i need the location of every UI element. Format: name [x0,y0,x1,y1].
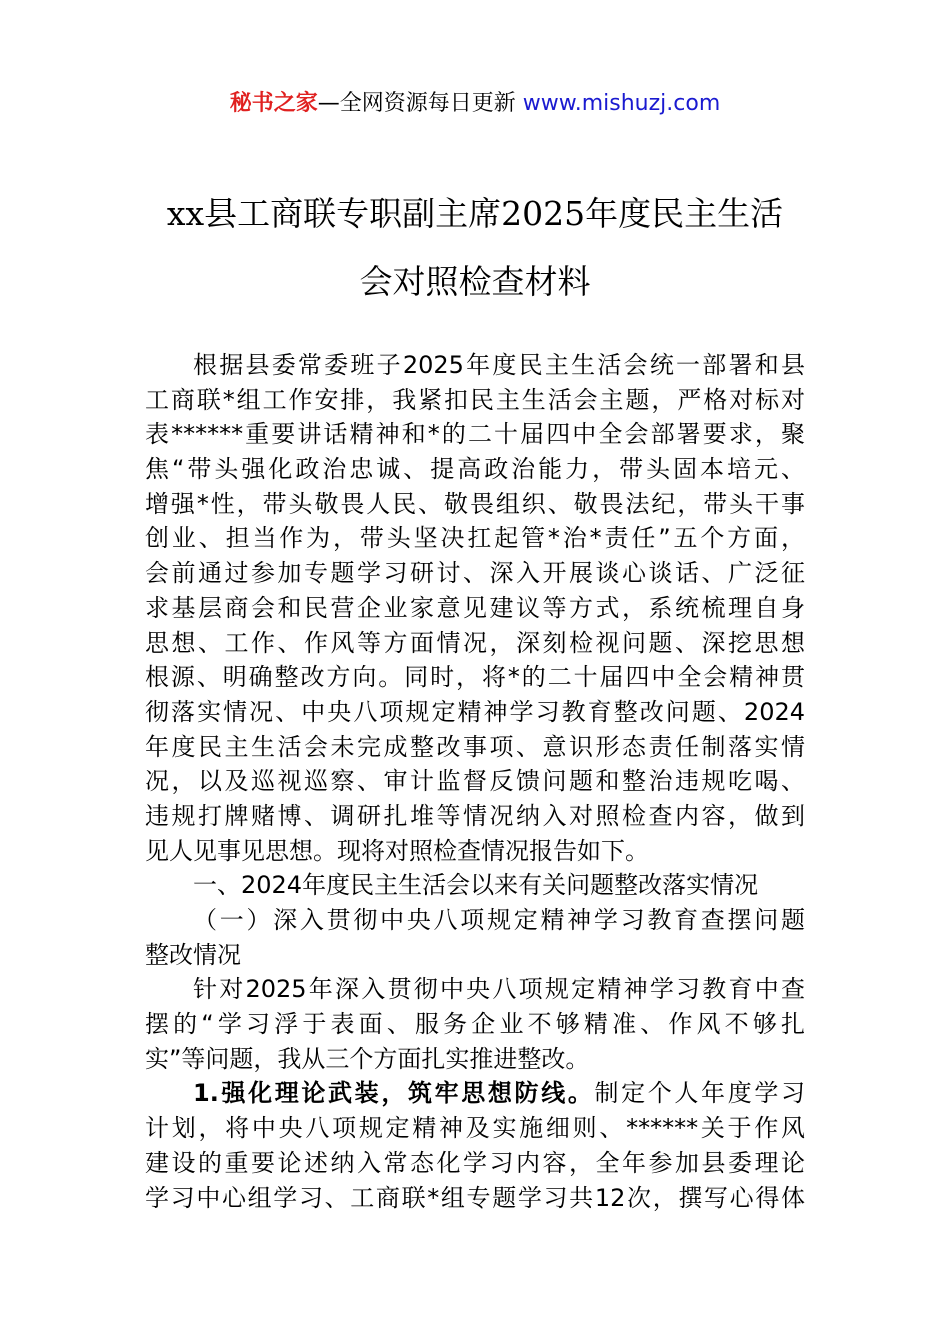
text-line [145,1146,805,1181]
text-line [145,348,805,383]
line-text: 创业、担当作为，带头坚决扛起管*治*责任”五个方面， [145,524,805,553]
bold-heading: 1.强化理论武装，筑牢思想防线。 [193,1079,595,1108]
line-text: 建设的重要论述纳入常态化学习内容，全年参加县委理论 [145,1148,805,1177]
text-line [145,521,805,556]
site-url-link[interactable]: www.mishuzj.com [522,91,721,116]
line-text: 况，以及巡视巡察、审计监督反馈问题和整治违规吃喝、 [145,767,805,796]
text-line [145,417,805,452]
line-text: 表******重要讲话精神和*的二十届四中全会部署要求，聚 [145,420,805,449]
line-text: 实”等问题，我从三个方面扎实推进整改。 [145,1044,590,1073]
line-text: 见人见事见思想。现将对照检查情况报告如下。 [145,836,649,865]
text-line [145,764,805,799]
line-text: 工商联*组工作安排，我紧扣民主生活会主题，严格对标对 [145,385,805,414]
text-line [145,972,805,1007]
text-line [145,1042,805,1077]
line-text: 会前通过参加专题学习研讨、深入开展谈心谈话、广泛征 [145,559,805,588]
line-text: 思想、工作、作风等方面情况，深刻检视问题、深挖思想 [145,628,805,657]
line-text: 违规打牌赌博、调研扎堆等情况纳入对照检查内容，做到 [145,801,805,830]
text-line [145,1111,805,1146]
text-line [145,799,805,834]
text-line [145,903,805,938]
brand-name: 秘书之家 [229,91,318,116]
text-line [145,626,805,661]
document-title-line1: xx县工商联专职副主席2025年度民主生活 [166,194,784,233]
text-line [145,1181,805,1216]
line-text: 整改情况 [145,940,241,969]
line-text: 年度民主生活会未完成整改事项、意识形态责任制落实情 [145,732,805,761]
line-text: 求基层商会和民营企业家意见建议等方式，系统梳理自身 [145,593,805,622]
text-line [145,938,805,973]
text-line [145,591,805,626]
text-line [145,556,805,591]
line-text: 制定个人年度学习 [594,1079,805,1108]
text-line [145,868,805,903]
line-text: 一、2024年度民主生活会以来有关问题整改落实情况 [193,871,759,900]
text-line [145,487,805,522]
text-line [145,660,805,695]
line-text: （一）深入贯彻中央八项规定精神学习教育查摆问题 [193,906,805,934]
line-text: 根源、明确整改方向。同时，将*的二十届四中全会精神贯 [145,663,805,692]
line-text: 彻落实情况、中央八项规定精神学习教育整改问题、2024 [145,697,805,726]
text-line [145,383,805,418]
slogan: —全网资源每日更新 [317,91,523,116]
text-line [145,452,805,487]
text-line [145,1076,805,1111]
line-text: 学习中心组学习、工商联*组专题学习共12次，撰写心得体 [145,1183,805,1212]
line-text: 针对2025年深入贯彻中央八项规定精神学习教育中查 [193,975,805,1004]
document-body [145,348,805,1215]
line-text: 计划，将中央八项规定精神及实施细则、******关于作风 [145,1114,805,1143]
text-line [145,730,805,765]
text-line [145,834,805,869]
document-title-line2: 会对照检查材料 [359,262,591,301]
text-line [145,1007,805,1042]
text-line [145,695,805,730]
line-text: 增强*性，带头敬畏人民、敬畏组织、敬畏法纪，带头干事 [145,489,805,518]
line-text: 根据县委常委班子2025年度民主生活会统一部署和县 [193,351,805,379]
line-text: 焦“带头强化政治忠诚、提高政治能力，带头固本培元、 [145,455,805,484]
line-text: 摆的“学习浮于表面、服务企业不够精准、作风不够扎 [145,1010,805,1039]
site-banner [0,88,950,120]
